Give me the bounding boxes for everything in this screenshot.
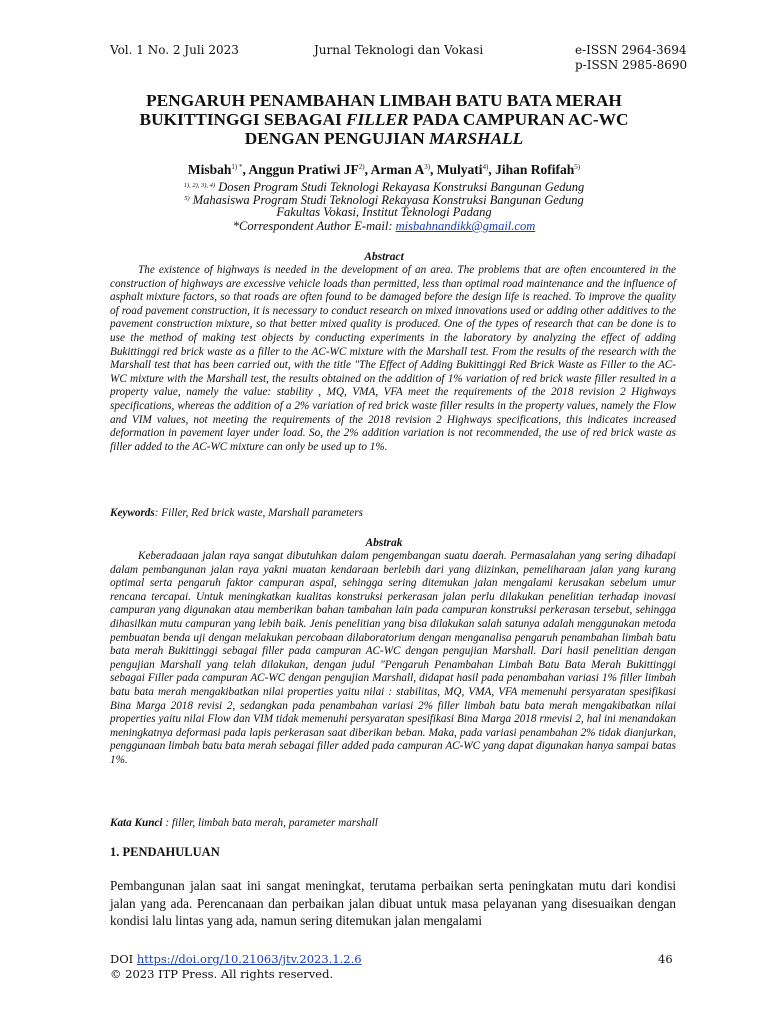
header-journal: Jurnal Teknologi dan Vokasi: [314, 43, 484, 57]
section-heading-pendahuluan: 1. PENDAHULUAN: [110, 845, 220, 859]
title-line-3: DENGAN PENGUJIAN MARSHALL: [244, 129, 524, 148]
copyright-line: © 2023 ITP Press. All rights reserved.: [110, 967, 334, 981]
doi-link[interactable]: https://doi.org/10.21063/jtv.2023.1.2.6: [136, 952, 362, 966]
correspondent-line: *Correspondent Author E-mail: misbahnandikk@gmail.com: [232, 219, 536, 233]
kata-kunci-line: Kata Kunci : filler, limbah bata merah, parameter marshall: [110, 817, 378, 829]
affiliation-1: $^{1), 2), 3), 4)}$ Dosen Program Studi Teknologi Rekayasa Konstruksi Bangunan Gedung: [183, 180, 585, 194]
title-line-2: BUKITTINGGI SEBAGAI FILLER PADA CAMPURAN AC-WC: [139, 110, 629, 129]
abstrak-heading: Abstrak: [365, 537, 403, 549]
header-eissn: e-ISSN 2964-3694: [575, 43, 687, 57]
abstract-heading: Abstract: [364, 251, 404, 263]
header-volume: Vol. 1 No. 2 Juli 2023: [110, 43, 239, 57]
affiliation-3: Fakultas Vokasi, Institut Teknologi Padang: [276, 205, 492, 219]
email-link[interactable]: misbahnandikk@gmail.com: [395, 219, 536, 233]
doi-line: DOI https://doi.org/10.21063/jtv.2023.1.2.6: [110, 952, 362, 966]
header-pissn: p-ISSN 2985-8690: [575, 58, 688, 72]
page-number: 46: [658, 952, 673, 966]
body-paragraph: Pembangunan jalan saat ini sangat meningkat, terutama perbaikan serta peningkatan mutu dari kondisi jalan yang ada. Perencanaan dan perbaikan jalan dibuat untuk masa pelayanan yang disesuaikan dengan kondisi lalu lintas yang ada, namun sering ditemukan jalan mengalami: [110, 878, 676, 929]
affiliation-2: $^{5)}$ Mahasiswa Program Studi Teknologi Rekayasa Konstruksi Bangunan Gedung: [184, 193, 584, 207]
abstract-text: The existence of highways is needed in the development of an area. The problems that are often encountered in the construction of highways are excessive vehicle loads than permitted, less than optimal road maintenance and the influence of asphalt mixture factors, so that roads are often found to be damaged before the design life is reached. To improve the quality of road pavement construction, it is necessary to conduct research on mixed innovations used or adding other additives to the pavement construction mixture, so that better mixed quality is produced. One of the types of research that can be done is to use the method of making test objects by conducting experiments in the laboratory by analyzing the effect of adding Bukittinggi red brick waste as a filler to the AC-WC mixture with the Marshall test. From the results of the research with the Marshall test that has been carried out, with the title "The Effect of Adding Bukittinggi Red Brick Waste as Filler to the AC-WC mixture with the Marshall test, the results obtained on the addition of 1% variation of red brick waste filler resulted in a property value, namely the value: stability , MQ, VMA, VFA meet the requirements of the 2018 revision 2 Highways specifications, whereas the addition of a 2% variation of red brick waste filler results in the property values, namely the Flow and VIM values, not meeting the requirements of the 2018 revision 2 Highways specifications, this indicates increased deformation in pavement layer under load. So, the 2% addition variation is not recommended, the use of red brick waste as filler added to the AC-WC mixture can only be used up to 1%.: [110, 264, 676, 453]
keywords-line: Keywords: Filler, Red brick waste, Marshall parameters: [110, 507, 363, 519]
title-line-1: PENGARUH PENAMBAHAN LIMBAH BATU BATA MERAH: [146, 91, 622, 110]
abstrak-text: Keberadaaan jalan raya sangat dibutuhkan dalam pengembangan suatu daerah. Permasalahan yang sering dihadapi dalam pembangunan jalan raya yakni muatan kendaraan berlebih dari yang diizinkan, pemeliharaan jalan yang kurang optimal serta pengaruh faktor campuran aspal, sehingga sering ditemukan jalan mengalami kerusakan sebelum umur rencana tercapai. Untuk meningkatkan kualitas konstruksi perkerasan jalan perlu dilakukan penelitian terhadap inovasi campuran yang digunakan atau memberikan bahan tambahan lain pada campuran konstruksi perkerasan tersebut, sehingga dihasilkan mutu campuran yang lebih baik. Jenis penelitian yang bisa dilakukan salah satunya adalah menggunakan metoda pembuatan benda uji dengan melakukan percobaan dilaboratorium dengan menganalisa pengaruh penambahan limbah batu bata merah Bukittinggi sebagai filler pada campuran AC-WC dengan pengujian Marshall. Dari hasil penelitian dengan pengujian Marshall yang telah dilakukan, dengan judul "Pengaruh Penambahan Limbah Batu Bata Merah Bukittinggi sebagai Filler pada campuran AC-WC dengan pengujian Marshall, didapat hasil pada penambahan variasi 1% filler limbah batu bata merah mengakibatkan nilai properties yaitu nilai : stabilitas, MQ, VMA, VFA memenuhi persyaratan spesifikasi Bina Marga 2018 revisi 2, sedangkan pada penambahan variasi 2% filler limbah batu bata merah mengakibatkan nilai properties yaitu nilai Flow dan VIM tidak memenuhi persyaratan spesifikasi Bina Marga 2018 rmevisi 2, hal ini menandakan meningkatnya deformasi pada lapis perkerasan saat diberikan beban. Maka, pada variasi penambahan 2% tidak dianjurkan, penggunaan limbah batu bata merah sebagai filler added pada campuran AC-WC yang dapat digunakan hanya sampai batas 1%.: [110, 550, 676, 766]
author-list: Misbah$^{1) *}$, Anggun Pratiwi JF$^{2)}$, Arman $A^{3)}$, Mulyati$^{4)}$, Jihan Rofifah$^{5)}$: [187, 162, 581, 177]
